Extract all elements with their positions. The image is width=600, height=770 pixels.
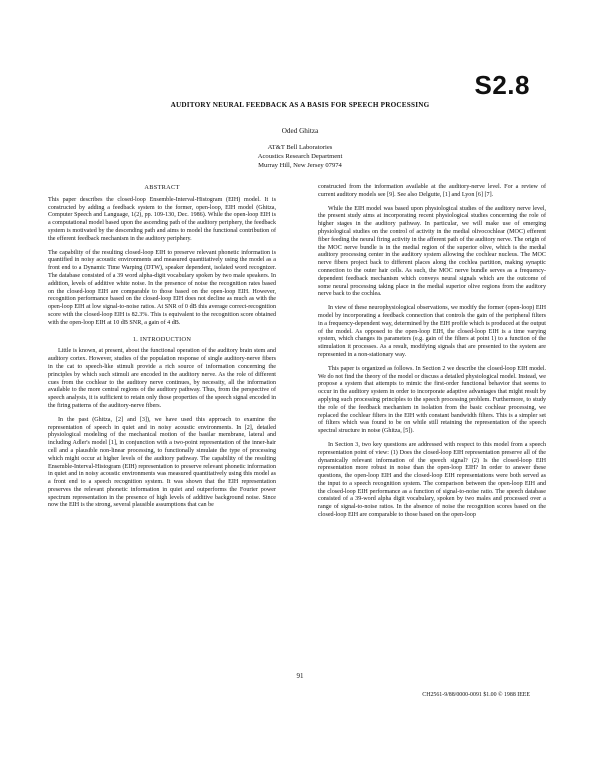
page-number: 91 xyxy=(296,672,304,680)
paper-title: AUDITORY NEURAL FEEDBACK AS A BASIS FOR SPEECH PROCESSING xyxy=(170,101,430,109)
affiliation xyxy=(0,143,600,170)
body-paragraph: In view of these neurophysiological observations, we modify the former (open-loop) EIH model by incorporating a feedback connection that controls the gain of the peripheral filters in a frequency-dependent way, determined by the EIH profile which is produced at the output of the model. As opposed to the open-loop EIH, the closed-loop EIH is a time varying system, which changes its parameters (e.g. gain of the filters at point 1) to a function of the stimulation it processes. As a result, modifying signals that are presented to the system are represented in a non-stationary way. xyxy=(318,305,546,358)
right-column xyxy=(318,184,546,526)
introduction-heading: 1. INTRODUCTION xyxy=(132,335,192,343)
session-code: S2.8 xyxy=(474,70,530,100)
affiliation-line: Murray Hill, New Jersey 07974 xyxy=(258,162,342,169)
abstract-heading: ABSTRACT xyxy=(144,184,180,191)
body-paragraph: While the EIH model was based upon physiological studies of the auditory nerve level, the present study aims at incorporating recent physiological studies concerning the role of higher stages in the auditory pathway. In particular, we will make use of emerging physiological studies on the control of activity in the medial olivocochlear (MOC) efferent fiber feeding the neural firing activity in the afferent path of the auditory nerve. The origin of the MOC nerve bundle is in the medial region of the superior olive, which is the medial auditory processing center in the auditory system allowing the cochlear nucleus. The MOC nerve fibers project back to different places along the cochlea partition, making synaptic connection to the outer hair cells. As such, the MOC nerve bundle serves as a frequency-dependent feedback mechanism which conveys neural signals which are the outcome of some neural processing taking place in the medial superior olive regions from the auditory nerve back to the cochlea. xyxy=(318,205,546,298)
abstract-paragraph: The capability of the resulting closed-loop EIH to preserve relevant phonetic information is quantified in noisy acoustic environments and measured quantitatively using the model as a front end to a Dynamic Time Warping (DTW), speaker dependent, isolated word recognizer. The database consisted of a 39 word alpha-digit vocabulary spoken by two male speakers. In addition, levels of additive white noise. In the presence of noise the recognition rates based on the closed-loop EIH are comparable to those based on the open-loop EIH. However, recognition performance based on the closed-loop EIH does not decline as much as with the open-loop EIH at low signal-to-noise ratios. At SNR of 0 dB this average correct-recognition score with the closed-loop EIH is 82.3%. This is equivalent to the recognition score obtained with the open-loop EIH at 10 dB SNR, a gain of 4 dB. xyxy=(48,249,276,326)
left-column xyxy=(48,184,276,516)
intro-paragraph: Little is known, at present, about the functional operation of the auditory brain stem and auditory cortex. However, studies of the population response of single auditory-nerve fibers in the cat to speech-like stimuli provide a rich source of information concerning the principles by which such stimuli are encoded in the auditory nerve. As the role of different cues from the cochlear to the auditory nerve continues, by necessity, all the information available to the more central regions of the auditory pathway. Thus, from the perspective of speech analysis, it is sufficient to retain only those properties of the speech signal encoded in the firing patterns of the auditory-nerve fibers. xyxy=(48,348,276,409)
affiliation-line: Acoustics Research Department xyxy=(257,153,343,160)
abstract-paragraph: This paper describes the closed-loop Ensemble-Interval-Histogram (EIH) model. It is constructed by adding a feedback system to the former, open-loop, EIH model (Ghitza, Computer Speech and Language, 1(2), pp. 109-130, Dec. 1986). While the open-loop EIH is a computational model based upon the ascending path of the auditory periphery, the feedback system is motivated by the descending path and aims to model the functional contribution of the efferent feedback mechanism in the auditory periphery. xyxy=(48,196,276,242)
body-paragraph: This paper is organized as follows. In Section 2 we describe the closed-loop EIH model. We do not find the theory of the model or discuss a detailed physiological model. Instead, we propose a system that attempts to mimic the first-order functional behavior that seems to occur in the auditory system in order to incorporate adaptive advantages that might result by applying such processing principles to the speech processing problem. Furthermore, to study the role of the feedback mechanism in isolation from the basic cochlear processing, we replaced the cochlear filters in the EIH with constant bandwidth filters. This is a simpler set of filters which was found to be on while still retaining the representation of the speech spectral structure in noise (Ghitza, [5]). xyxy=(318,365,546,435)
body-paragraph: constructed from the information available at the auditory-nerve level. For a review of current auditory models see [9]. See also Delgutte, [1] and Lyon [6] [7]. xyxy=(318,184,546,198)
author-name: Oded Ghitza xyxy=(281,127,319,135)
copyright-code: CH2561-9/88/0000-0091 $1.00 © 1988 IEEE xyxy=(422,692,530,698)
body-paragraph: In Section 3, two key questions are addressed with respect to this model from a speech representation point of view: (1) Does the closed-loop EIH representation preserve all of the dynamically relevant information of the speech signal? (2) Is the closed-loop EIH representation more robust in noise than the open-loop EIH? In order to answer these questions, the open-loop EIH and the closed-loop EIH representations were both served as the input to a speech recognition system. The comparison between the open-loop EIH and the closed-loop EIH performance as a function of signal-to-noise ratio. The speech database consisted of a 39-word alpha digit vocabulary, spoken by two males and processed over a range of signal-to-noise ratios. In the absence of noise the recognition scores based on the closed-loop EIH are comparable to those based on the open-loop xyxy=(318,441,546,519)
intro-paragraph: In the past (Ghitza, [2] and [3]), we have used this approach to examine the representation of speech in quiet and in noisy acoustic environments. In [2], detailed physiological modeling of the mechanical motion of the basilar membrane, lateral and including Adler's model [1], in conjunction with a two-point representation of the inner-hair cell and a plausible non-linear processing, to functionally simulate the type of processing which might occur at higher levels of the auditory pathway. The capability of the resulting Ensemble-Interval-Histogram (EIH) representation to preserve relevant phonetic information in quiet and in noisy acoustic environments was measured quantitatively using this model as a front end to a speech recognition system. It was shown that the EIH representation preserves the relevant phonetic information in quiet and outperforms the Fourier power spectrum representation in the presence of high levels of additive background noise. Since now the EIH is the strong, several plausible assumptions that can be xyxy=(48,416,276,509)
affiliation-line: AT&T Bell Laboratories xyxy=(267,144,333,151)
